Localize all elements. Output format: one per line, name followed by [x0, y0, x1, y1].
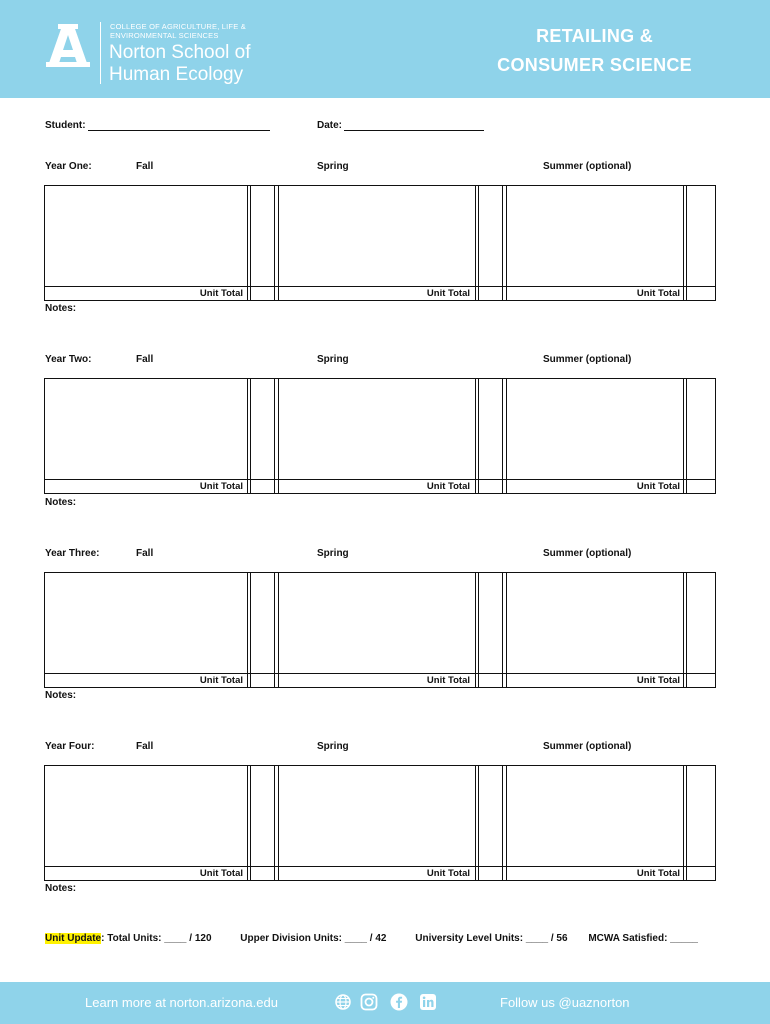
- page-footer: [0, 982, 770, 1024]
- date-field[interactable]: [317, 119, 484, 131]
- upper-division-units: Upper Division Units: ____ / 42: [240, 933, 387, 944]
- page-header: [0, 0, 770, 98]
- fall-unit-total-label: Unit Total: [199, 288, 243, 299]
- term-spring-label: Spring: [317, 548, 349, 559]
- summer-unit-total-label: Unit Total: [636, 288, 680, 299]
- term-spring-label: Spring: [317, 161, 349, 172]
- year-course-grid[interactable]: [44, 765, 716, 881]
- student-field[interactable]: [45, 119, 270, 131]
- facebook-icon[interactable]: [390, 993, 408, 1011]
- year-course-grid[interactable]: [44, 378, 716, 494]
- notes-label: Notes:: [45, 497, 77, 508]
- globe-icon[interactable]: [334, 993, 352, 1011]
- logo-divider: [100, 22, 101, 84]
- unit-update-label: Unit Update: [45, 933, 102, 944]
- term-summer-label: Summer (optional): [543, 354, 632, 365]
- unit-update-line: [45, 933, 698, 944]
- college-name: COLLEGE OF AGRICULTURE, LIFE & ENVIRONMENTAL SCIENCES: [110, 22, 246, 40]
- mcwa-satisfied: MCWA Satisfied: _____: [588, 933, 698, 944]
- term-fall-label: Fall: [136, 741, 154, 752]
- program-title: [497, 22, 692, 80]
- instagram-icon[interactable]: [360, 993, 378, 1011]
- term-fall-label: Fall: [136, 161, 154, 172]
- year-label: Year One:: [45, 161, 92, 172]
- unit-update-total: [45, 933, 212, 944]
- program-title-line1: RETAILING &: [536, 26, 654, 46]
- term-spring-label: Spring: [317, 354, 349, 365]
- term-summer-label: Summer (optional): [543, 741, 632, 752]
- summer-unit-total-label: Unit Total: [636, 675, 680, 686]
- school-name: [109, 42, 251, 86]
- notes-label: Notes:: [45, 883, 77, 894]
- summer-unit-total-label: Unit Total: [636, 481, 680, 492]
- footer-social-handle[interactable]: Follow us @uaznorton: [500, 995, 630, 1010]
- linkedin-icon[interactable]: [419, 993, 437, 1011]
- student-blank[interactable]: [88, 119, 270, 131]
- fall-unit-total-label: Unit Total: [199, 675, 243, 686]
- fall-unit-total-label: Unit Total: [199, 481, 243, 492]
- spring-unit-total-label: Unit Total: [426, 481, 470, 492]
- year-label: Year Three:: [45, 548, 100, 559]
- university-logo-icon: [44, 22, 92, 70]
- date-label: Date:: [317, 120, 343, 131]
- program-title-line2: CONSUMER SCIENCE: [497, 55, 692, 75]
- notes-label: Notes:: [45, 690, 77, 701]
- spring-unit-total-label: Unit Total: [426, 868, 470, 879]
- school-name-line2: Human Ecology: [109, 64, 244, 85]
- term-summer-label: Summer (optional): [543, 161, 632, 172]
- spring-unit-total-label: Unit Total: [426, 288, 470, 299]
- summer-unit-total-label: Unit Total: [636, 868, 680, 879]
- term-fall-label: Fall: [136, 354, 154, 365]
- footer-website-link[interactable]: Learn more at norton.arizona.edu: [85, 995, 278, 1010]
- year-course-grid[interactable]: [44, 572, 716, 688]
- student-label: Student:: [45, 120, 86, 131]
- fall-unit-total-label: Unit Total: [199, 868, 243, 879]
- term-spring-label: Spring: [317, 741, 349, 752]
- date-blank[interactable]: [344, 119, 484, 131]
- total-units-text: : Total Units: ____ / 120: [101, 933, 212, 944]
- school-name-line1: Norton School of: [109, 42, 251, 63]
- notes-label: Notes:: [45, 303, 77, 314]
- year-label: Year Two:: [45, 354, 92, 365]
- year-label: Year Four:: [45, 741, 95, 752]
- university-level-units: University Level Units: ____ / 56: [415, 933, 568, 944]
- term-summer-label: Summer (optional): [543, 548, 632, 559]
- spring-unit-total-label: Unit Total: [426, 675, 470, 686]
- year-course-grid[interactable]: [44, 185, 716, 301]
- term-fall-label: Fall: [136, 548, 154, 559]
